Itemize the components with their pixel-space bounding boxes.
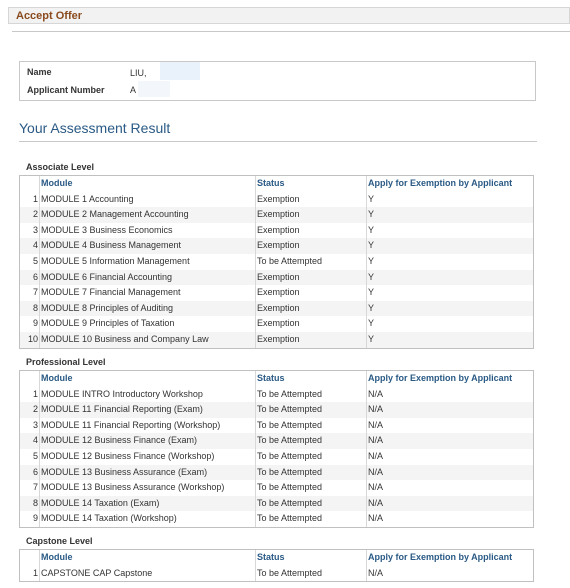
module-cell: MODULE 12 Business Finance (Workshop)	[41, 450, 215, 461]
status-cell: Exemption	[257, 240, 300, 251]
exemption-cell: N/A	[368, 497, 384, 508]
column-divider	[366, 550, 367, 581]
table-row	[20, 418, 533, 434]
exemption-cell: N/A	[368, 404, 384, 415]
table-row	[20, 238, 533, 254]
table-row	[20, 433, 533, 449]
exemption-cell: Y	[368, 255, 375, 266]
status-cell: To be Attempted	[257, 466, 323, 477]
row-number: 9	[32, 513, 38, 524]
column-divider	[255, 550, 256, 581]
module-cell: MODULE 6 Financial Accounting	[41, 271, 173, 282]
status-cell: Exemption	[257, 209, 300, 220]
table-row	[20, 254, 533, 270]
table-row	[20, 566, 533, 582]
assessment-grid	[19, 370, 534, 528]
table-row	[20, 387, 533, 403]
name-value: LIU,	[130, 68, 147, 78]
column-header-status[interactable]: Status	[257, 552, 285, 562]
module-cell: MODULE 11 Financial Reporting (Exam)	[41, 404, 203, 415]
row-number: 9	[32, 318, 38, 329]
table-row	[20, 270, 533, 286]
row-number: 5	[32, 450, 38, 461]
module-cell: MODULE 7 Financial Management	[41, 287, 181, 298]
grid-header-row	[20, 371, 533, 387]
table-row	[20, 192, 533, 208]
table-row	[20, 465, 533, 481]
exemption-cell: Y	[368, 302, 375, 313]
column-header-module[interactable]: Module	[41, 552, 73, 562]
exemption-cell: Y	[368, 287, 375, 298]
row-number: 1	[32, 567, 38, 578]
level-title: Associate Level	[26, 162, 95, 172]
column-divider	[39, 550, 40, 581]
status-cell: To be Attempted	[257, 482, 323, 493]
redaction-mask	[160, 62, 200, 80]
header-divider	[12, 31, 570, 32]
exemption-cell: N/A	[368, 435, 384, 446]
exemption-cell: Y	[368, 318, 375, 329]
status-cell: To be Attempted	[257, 450, 323, 461]
name-label: Name	[27, 67, 52, 77]
row-number: 10	[27, 333, 38, 344]
column-header-exemption[interactable]: Apply for Exemption by Applicant	[368, 178, 513, 188]
module-cell: CAPSTONE CAP Capstone	[41, 567, 153, 578]
assessment-grid	[19, 549, 534, 582]
exemption-cell: Y	[368, 224, 375, 235]
applicant-info-box	[19, 61, 536, 101]
status-cell: Exemption	[257, 271, 300, 282]
row-number: 1	[32, 388, 38, 399]
status-cell: Exemption	[257, 302, 300, 313]
module-cell: MODULE 11 Financial Reporting (Workshop)	[41, 419, 221, 430]
assessment-grid	[19, 175, 534, 349]
status-cell: To be Attempted	[257, 497, 323, 508]
column-header-exemption[interactable]: Apply for Exemption by Applicant	[368, 373, 513, 383]
status-cell: Exemption	[257, 193, 300, 204]
grid-header-row	[20, 550, 533, 566]
row-number: 1	[32, 193, 38, 204]
table-row	[20, 285, 533, 301]
exemption-cell: Y	[368, 209, 375, 220]
exemption-cell: N/A	[368, 450, 384, 461]
column-divider	[366, 176, 367, 348]
exemption-cell: Y	[368, 193, 375, 204]
column-header-module[interactable]: Module	[41, 373, 73, 383]
applicant-number-label: Applicant Number	[27, 85, 105, 95]
row-number: 3	[32, 224, 38, 235]
status-cell: Exemption	[257, 333, 300, 344]
exemption-cell: N/A	[368, 482, 384, 493]
status-cell: To be Attempted	[257, 567, 323, 578]
redaction-mask	[138, 81, 170, 97]
table-row	[20, 332, 533, 348]
status-cell: To be Attempted	[257, 255, 323, 266]
row-number: 8	[32, 497, 38, 508]
module-cell: MODULE INTRO Introductory Workshop	[41, 388, 203, 399]
exemption-cell: N/A	[368, 466, 384, 477]
exemption-cell: Y	[368, 271, 375, 282]
table-row	[20, 207, 533, 223]
table-row	[20, 402, 533, 418]
status-cell: To be Attempted	[257, 404, 323, 415]
table-row	[20, 449, 533, 465]
assessment-heading: Your Assessment Result	[19, 120, 171, 136]
row-number: 4	[32, 240, 38, 251]
module-cell: MODULE 2 Management Accounting	[41, 209, 189, 220]
exemption-cell: N/A	[368, 513, 384, 524]
module-cell: MODULE 14 Taxation (Exam)	[41, 497, 160, 508]
column-divider	[39, 371, 40, 527]
row-number: 3	[32, 419, 38, 430]
exemption-cell: N/A	[368, 567, 384, 578]
table-row	[20, 511, 533, 527]
module-cell: MODULE 12 Business Finance (Exam)	[41, 435, 198, 446]
grid-header-row	[20, 176, 533, 192]
status-cell: To be Attempted	[257, 388, 323, 399]
row-number: 2	[32, 209, 38, 220]
row-number: 8	[32, 302, 38, 313]
column-header-module[interactable]: Module	[41, 178, 73, 188]
row-number: 7	[32, 287, 38, 298]
row-number: 4	[32, 435, 38, 446]
page-header	[8, 7, 570, 24]
module-cell: MODULE 4 Business Management	[41, 240, 182, 251]
status-cell: To be Attempted	[257, 419, 323, 430]
table-row	[20, 223, 533, 239]
column-divider	[255, 176, 256, 348]
module-cell: MODULE 14 Taxation (Workshop)	[41, 513, 177, 524]
level-title: Capstone Level	[26, 536, 93, 546]
module-cell: MODULE 1 Accounting	[41, 193, 134, 204]
status-cell: To be Attempted	[257, 513, 323, 524]
module-cell: MODULE 5 Information Management	[41, 255, 190, 266]
column-divider	[366, 371, 367, 527]
status-cell: To be Attempted	[257, 435, 323, 446]
module-cell: MODULE 3 Business Economics	[41, 224, 173, 235]
exemption-cell: Y	[368, 240, 375, 251]
status-cell: Exemption	[257, 224, 300, 235]
exemption-cell: N/A	[368, 419, 384, 430]
row-number: 6	[32, 466, 38, 477]
page-title: Accept Offer	[16, 10, 83, 22]
column-header-status[interactable]: Status	[257, 373, 285, 383]
section-divider	[19, 141, 537, 142]
table-row	[20, 480, 533, 496]
table-row	[20, 316, 533, 332]
row-number: 5	[32, 255, 38, 266]
status-cell: Exemption	[257, 318, 300, 329]
table-row	[20, 301, 533, 317]
module-cell: MODULE 13 Business Assurance (Workshop)	[41, 482, 225, 493]
column-header-exemption[interactable]: Apply for Exemption by Applicant	[368, 552, 513, 562]
column-divider	[255, 371, 256, 527]
module-cell: MODULE 8 Principles of Auditing	[41, 302, 174, 313]
row-number: 6	[32, 271, 38, 282]
row-number: 2	[32, 404, 38, 415]
exemption-cell: N/A	[368, 388, 384, 399]
level-title: Professional Level	[26, 357, 106, 367]
table-row	[20, 496, 533, 512]
module-cell: MODULE 13 Business Assurance (Exam)	[41, 466, 208, 477]
module-cell: MODULE 9 Principles of Taxation	[41, 318, 175, 329]
row-number: 7	[32, 482, 38, 493]
status-cell: Exemption	[257, 287, 300, 298]
column-header-status[interactable]: Status	[257, 178, 285, 188]
module-cell: MODULE 10 Business and Company Law	[41, 333, 209, 344]
exemption-cell: Y	[368, 333, 375, 344]
column-divider	[39, 176, 40, 348]
applicant-number-value: A	[130, 85, 137, 95]
